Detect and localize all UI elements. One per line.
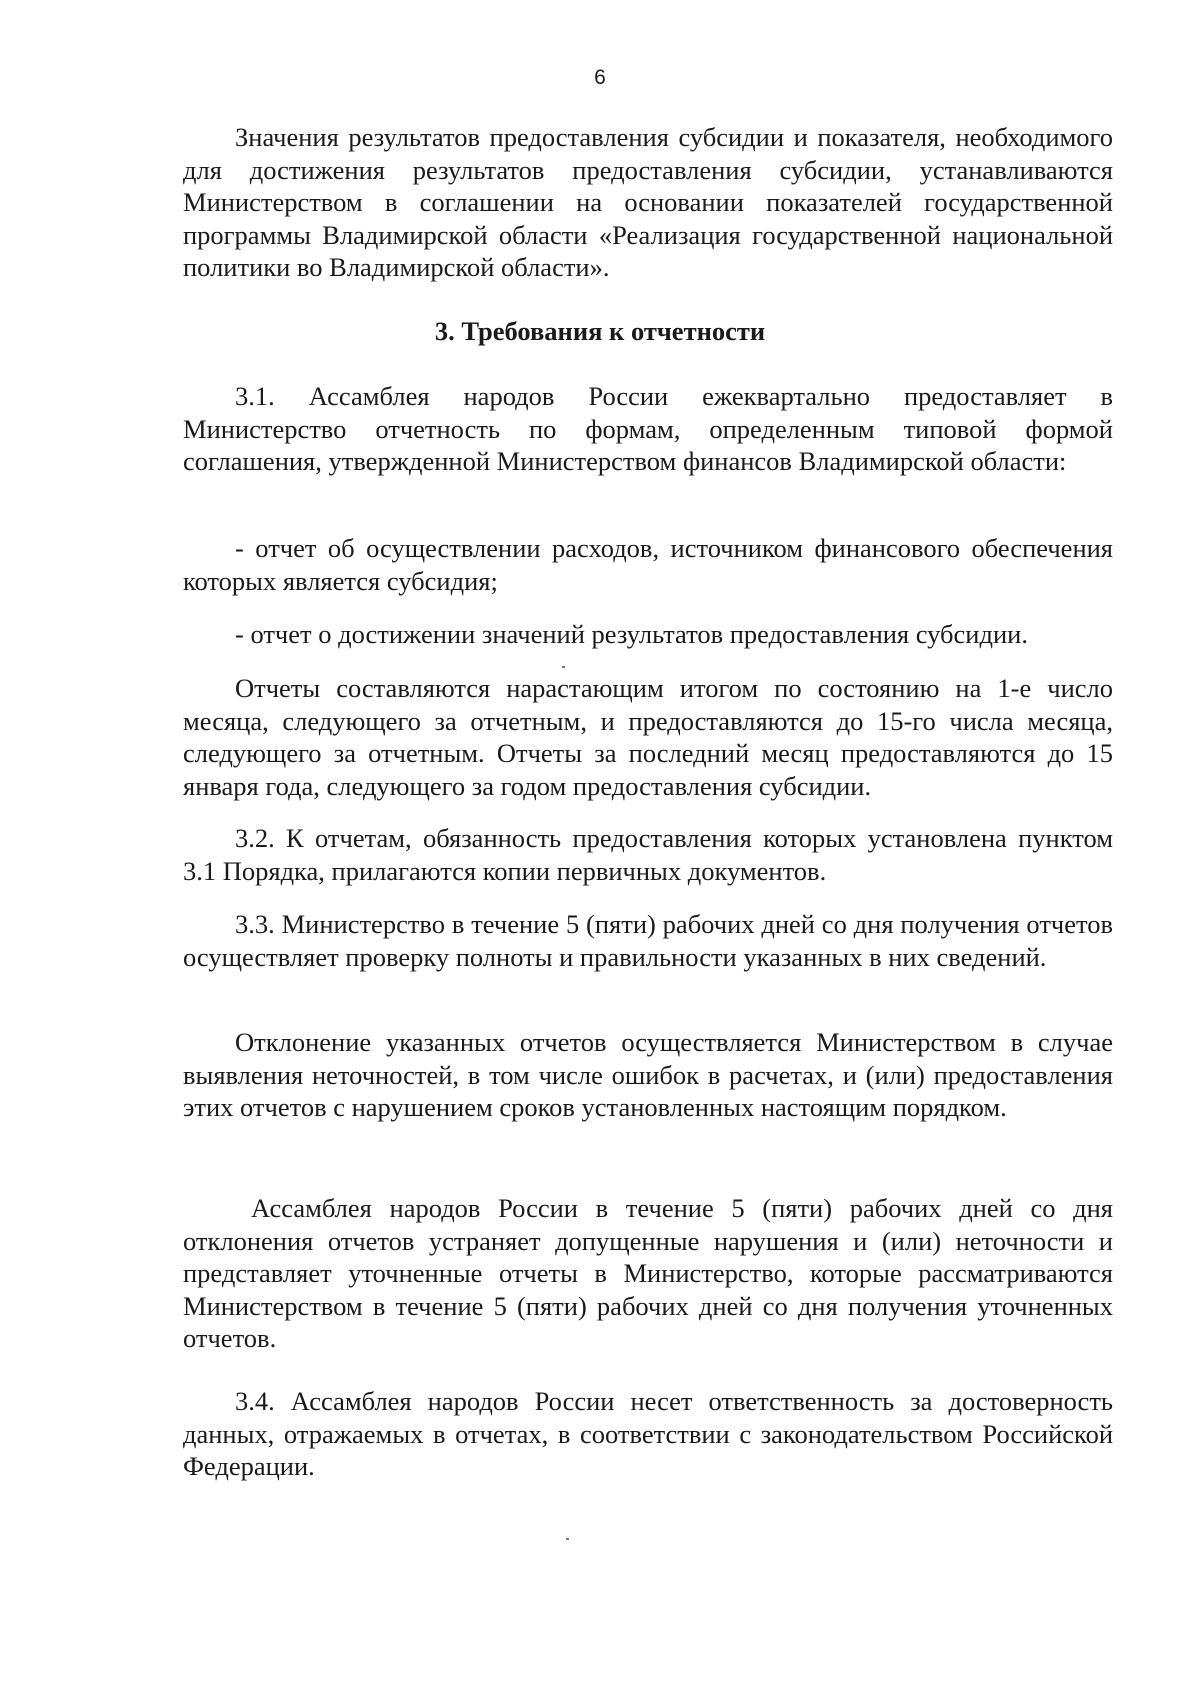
paragraph-report-timing [183, 672, 1113, 802]
paragraph-text: - отчет об осуществлении расходов, источником финансового обеспечения которых является субсидия; [183, 533, 1113, 596]
paragraph-text: Ассамблея народов России в течение 5 (пяти) рабочих дней со дня отклонения отчетов устраняет допущенные нарушения и (или) неточности и представляет уточненные отчеты в Министерство, которые рассматриваются Министерством в течение 5 (пяти) рабочих дней со дня получения уточненных отчетов. [183, 1193, 1113, 1353]
paragraph-3-1 [183, 380, 1113, 478]
paragraph-text: Отклонение указанных отчетов осуществляется Министерством в случае выявления неточностей, в том числе ошибок в расчетах, и (или) предоставления этих отчетов с нарушением сроков установленных настоящим порядком. [183, 1027, 1113, 1122]
list-item-results-report [183, 618, 1113, 651]
paragraph-text: 3.2. К отчетам, обязанность предоставления которых установлена пунктом 3.1 Порядка, прилагаются копии первичных документов. [183, 823, 1113, 886]
scan-speck [566, 1538, 569, 1540]
page-number: 6 [594, 66, 606, 89]
intro-paragraph [183, 121, 1113, 284]
list-item-expense-report [183, 532, 1113, 597]
paragraph-text: - отчет о достижении значений результатов предоставления субсидии. [235, 619, 1028, 649]
paragraph-3-3 [183, 908, 1113, 973]
scan-speck [562, 666, 565, 668]
paragraph-rejection [183, 1026, 1113, 1124]
paragraph-corrections [183, 1192, 1113, 1355]
paragraph-3-4 [183, 1385, 1113, 1483]
section-heading: 3. Требования к отчетности [434, 316, 766, 346]
intro-paragraph-text: Значения результатов предоставления субсидии и показателя, необходимого для достижения результатов предоставления субсидии, устанавливаются Министерством в соглашении на основании показателей государственной программы Владимирской области «Реализация государственной национальной политики во Владимирской области». [183, 122, 1113, 282]
paragraph-text: 3.1. Ассамблея народов России ежеквартально предоставляет в Министерство отчетность по формам, определенным типовой формой соглашения, утвержденной Министерством финансов Владимирской области: [183, 381, 1113, 476]
paragraph-text: Отчеты составляются нарастающим итогом по состоянию на 1-е число месяца, следующего за отчетным, и предоставляются до 15-го числа месяца, следующего за отчетным. Отчеты за последний месяц предоставляются до 15 января года, следующего за годом предоставления субсидии. [183, 673, 1113, 801]
paragraph-3-2 [183, 822, 1113, 887]
paragraph-text: 3.3. Министерство в течение 5 (пяти) рабочих дней со дня получения отчетов осуществляет проверку полноты и правильности указанных в них сведений. [183, 909, 1113, 972]
paragraph-text: 3.4. Ассамблея народов России несет ответственность за достоверность данных, отражаемых в отчетах, в соответствии с законодательством Российской Федерации. [183, 1386, 1113, 1481]
